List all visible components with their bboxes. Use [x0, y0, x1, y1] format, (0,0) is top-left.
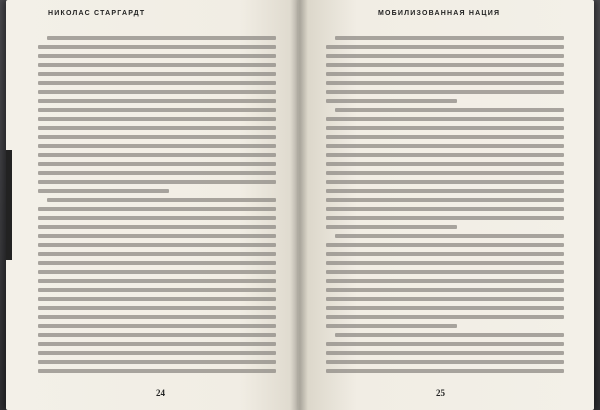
text-line	[326, 324, 457, 328]
text-line	[335, 108, 564, 112]
text-line	[38, 324, 276, 328]
text-line	[38, 279, 276, 283]
text-line	[326, 216, 564, 220]
text-line	[38, 171, 276, 175]
text-line	[38, 216, 276, 220]
text-line	[326, 198, 564, 202]
text-line	[38, 297, 276, 301]
text-line	[38, 135, 276, 139]
index-tab	[6, 150, 12, 260]
text-line	[326, 54, 564, 58]
text-line	[326, 90, 564, 94]
text-line	[326, 63, 564, 67]
text-line	[38, 342, 276, 346]
text-line	[326, 189, 564, 193]
text-line	[38, 189, 169, 193]
text-line	[335, 333, 564, 337]
text-line	[326, 252, 564, 256]
text-line	[38, 252, 276, 256]
text-line	[326, 297, 564, 301]
text-line	[326, 153, 564, 157]
text-line	[38, 108, 276, 112]
text-line	[38, 360, 276, 364]
text-line	[38, 117, 276, 121]
text-line	[326, 99, 457, 103]
text-line	[38, 54, 276, 58]
text-line	[326, 162, 564, 166]
text-line	[326, 261, 564, 265]
text-line	[38, 261, 276, 265]
text-line	[326, 126, 564, 130]
text-line	[326, 225, 457, 229]
text-line	[38, 207, 276, 211]
text-line	[326, 45, 564, 49]
text-line	[38, 72, 276, 76]
text-line	[326, 117, 564, 121]
text-line	[326, 144, 564, 148]
text-line	[326, 342, 564, 346]
text-line	[335, 36, 564, 40]
text-line	[38, 126, 276, 130]
text-line	[38, 81, 276, 85]
right-running-head: МОБИЛИЗОВАННАЯ НАЦИЯ	[378, 10, 501, 17]
right-page-number: 25	[436, 388, 445, 398]
text-line	[38, 333, 276, 337]
text-line	[38, 351, 276, 355]
text-line	[335, 234, 564, 238]
text-line	[38, 288, 276, 292]
text-line	[326, 180, 564, 184]
left-page-number: 24	[156, 388, 165, 398]
text-line	[47, 36, 276, 40]
text-line	[326, 171, 564, 175]
text-line	[38, 234, 276, 238]
text-line	[38, 45, 276, 49]
text-line	[326, 81, 564, 85]
text-line	[38, 315, 276, 319]
text-line	[326, 207, 564, 211]
text-line	[326, 135, 564, 139]
text-line	[326, 351, 564, 355]
right-page	[298, 0, 594, 410]
text-line	[38, 180, 276, 184]
text-line	[38, 369, 276, 373]
text-line	[326, 315, 564, 319]
text-line	[38, 243, 276, 247]
text-line	[326, 72, 564, 76]
text-line	[326, 288, 564, 292]
left-running-head: НИКОЛАС СТАРГАРДТ	[48, 10, 146, 17]
text-line	[326, 270, 564, 274]
left-body-text	[38, 36, 276, 378]
text-line	[38, 162, 276, 166]
text-line	[326, 243, 564, 247]
text-line	[326, 360, 564, 364]
text-line	[47, 198, 276, 202]
text-line	[38, 225, 276, 229]
open-book	[6, 0, 594, 410]
text-line	[38, 306, 276, 310]
text-line	[326, 369, 564, 373]
text-line	[326, 306, 564, 310]
text-line	[38, 90, 276, 94]
text-line	[38, 99, 276, 103]
left-page	[6, 0, 298, 410]
text-line	[38, 270, 276, 274]
book-gutter	[290, 0, 308, 410]
right-body-text	[326, 36, 564, 378]
text-line	[38, 153, 276, 157]
text-line	[326, 279, 564, 283]
text-line	[38, 63, 276, 67]
text-line	[38, 144, 276, 148]
